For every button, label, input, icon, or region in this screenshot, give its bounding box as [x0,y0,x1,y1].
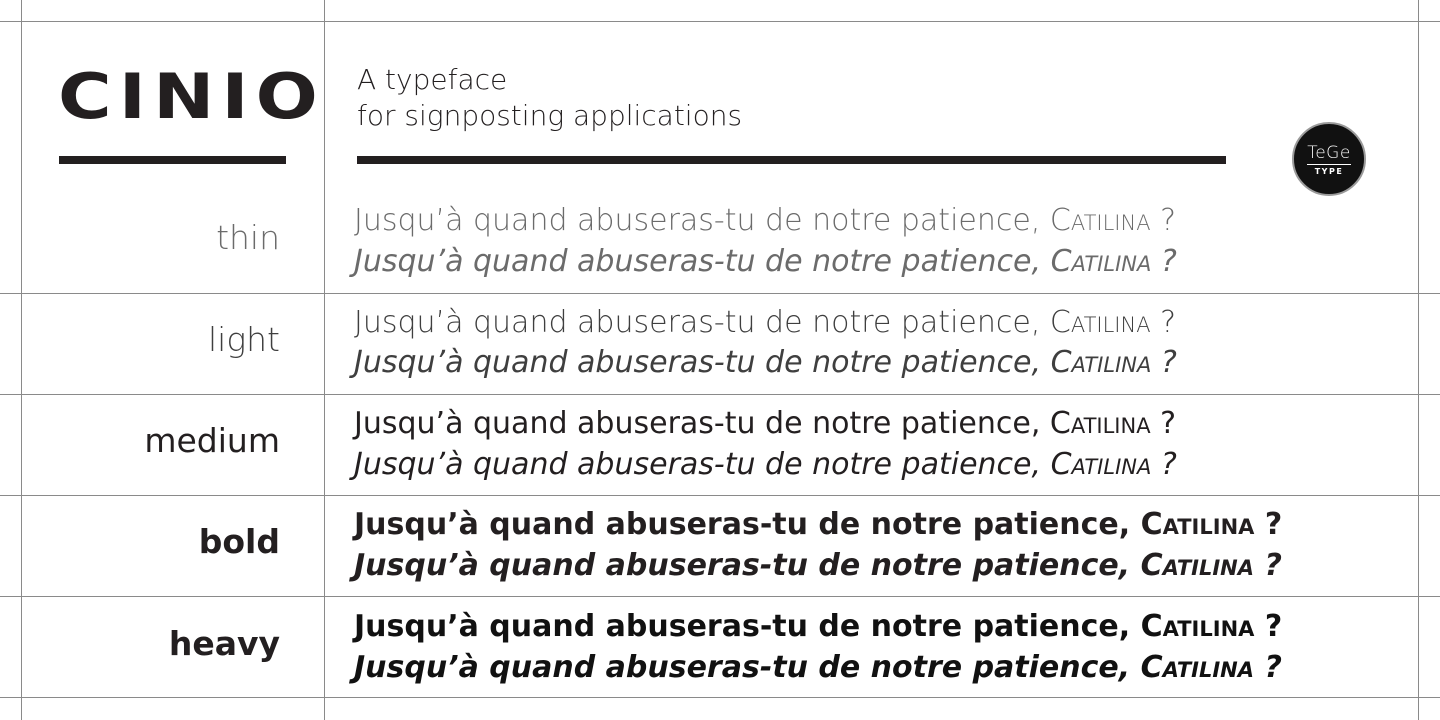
grid-line-row-2 [0,394,1440,395]
sample-light-italic: Jusqu’à quand abuseras-tu de notre patience, Catilina ? [354,345,1177,380]
weight-label-bold: bold [198,522,280,561]
grid-line-left [21,0,22,720]
grid-line-row-4 [0,596,1440,597]
grid-line-right [1418,0,1419,720]
sample-medium-italic: Jusqu’à quand abuseras-tu de notre patience, Catilina ? [354,447,1177,482]
weight-label-heavy: heavy [168,624,280,663]
grid-line-row-1 [0,293,1440,294]
typeface-logo: CINIO [58,60,325,133]
tege-type-badge-logo [1292,122,1366,196]
tagline-line-2: for signposting applications [357,99,743,132]
sample-heavy-roman: Jusqu’à quand abuseras-tu de notre patience, Catilina ? [354,609,1283,644]
badge-top-text: TeGe [1307,143,1351,163]
sample-light-roman: Jusqu’à quand abuseras-tu de notre patience, Catilina ? [354,305,1177,340]
sample-bold-italic: Jusqu’à quand abuseras-tu de notre patience, Catilina ? [354,548,1282,583]
grid-line-top [0,21,1440,22]
badge-rule [1307,164,1351,165]
logo-underline-bar [59,156,286,164]
sample-heavy-italic: Jusqu’à quand abuseras-tu de notre patience, Catilina ? [354,650,1282,685]
grid-line-bottom [0,697,1440,698]
weight-label-medium: medium [144,421,280,460]
sample-medium-roman: Jusqu’à quand abuseras-tu de notre patience, Catilina ? [354,406,1177,441]
sample-thin-italic: Jusqu’à quand abuseras-tu de notre patience, Catilina ? [354,244,1177,279]
sample-bold-roman: Jusqu’à quand abuseras-tu de notre patience, Catilina ? [354,507,1283,542]
weight-label-light: light [208,320,280,359]
grid-line-row-3 [0,495,1440,496]
badge-bottom-text: TYPE [1314,167,1344,176]
weight-label-thin: thin [216,218,280,257]
sample-thin-roman: Jusqu’à quand abuseras-tu de notre patience, Catilina ? [354,203,1177,238]
tagline-rule-bar [357,156,1226,164]
tagline [357,62,742,134]
tagline-line-1: A typeface [357,63,508,96]
